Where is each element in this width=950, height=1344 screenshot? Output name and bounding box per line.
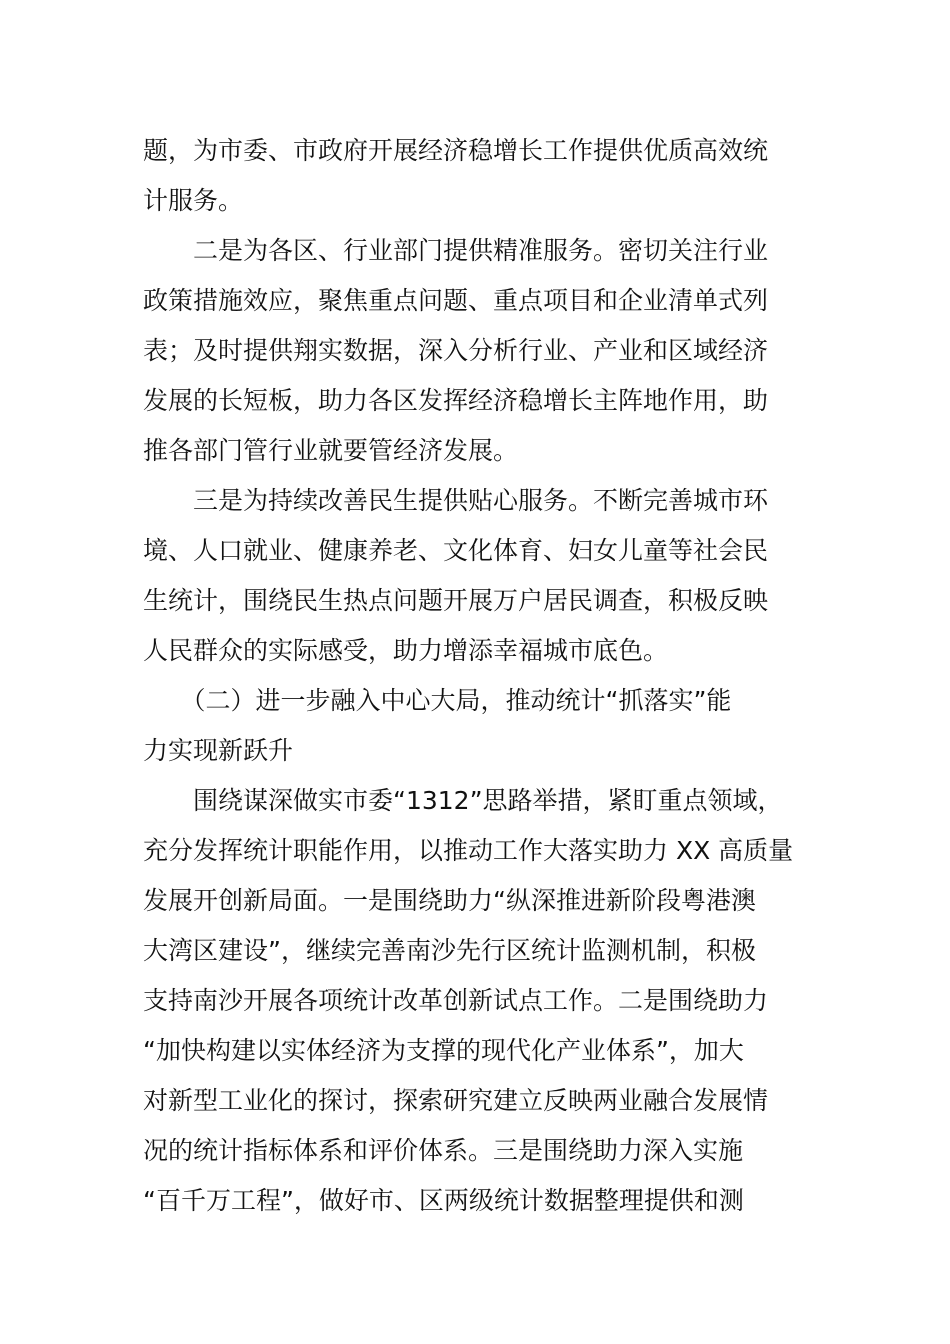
section-heading-line: （二）进一步融入中心大局，推动统计“抓落实”能	[143, 686, 732, 715]
text-line: “百千万工程”，做好市、区两级统计数据整理提供和测	[143, 1186, 744, 1215]
text-line: 充分发挥统计职能作用，以推动工作大落实助力 XX 高质量	[143, 836, 794, 865]
text-line: 政策措施效应，聚焦重点问题、重点项目和企业清单式列	[143, 286, 769, 315]
text-line: 计服务。	[143, 186, 244, 215]
document-body	[143, 126, 823, 1226]
text-line: 二是为各区、行业部门提供精准服务。密切关注行业	[143, 236, 769, 265]
text-line: 境、人口就业、健康养老、文化体育、妇女儿童等社会民	[143, 536, 769, 565]
text-line: 况的统计指标体系和评价体系。三是围绕助力深入实施	[143, 1136, 744, 1165]
text-line: 大湾区建设”，继续完善南沙先行区统计监测机制，积极	[143, 936, 756, 965]
text-line: 生统计，围绕民生热点问题开展万户居民调查，积极反映	[143, 586, 769, 615]
text-line: 发展的长短板，助力各区发挥经济稳增长主阵地作用，助	[143, 386, 769, 415]
text-line: 发展开创新局面。一是围绕助力“纵深推进新阶段粤港澳	[143, 886, 756, 915]
text-line: 围绕谋深做实市委“1312”思路举措，紧盯重点领域，	[143, 786, 783, 815]
text-line: 对新型工业化的探讨，探索研究建立反映两业融合发展情	[143, 1086, 769, 1115]
text-line: 三是为持续改善民生提供贴心服务。不断完善城市环	[143, 486, 769, 515]
section-heading-line: 力实现新跃升	[143, 736, 294, 765]
text-line: 表；及时提供翔实数据，深入分析行业、产业和区域经济	[143, 336, 769, 365]
text-line: “加快构建以实体经济为支撑的现代化产业体系”，加大	[143, 1036, 744, 1065]
text-line: 题，为市委、市政府开展经济稳增长工作提供优质高效统	[143, 136, 769, 165]
text-line: 支持南沙开展各项统计改革创新试点工作。二是围绕助力	[143, 986, 769, 1015]
text-line: 人民群众的实际感受，助力增添幸福城市底色。	[143, 636, 669, 665]
text-line: 推各部门管行业就要管经济发展。	[143, 436, 519, 465]
